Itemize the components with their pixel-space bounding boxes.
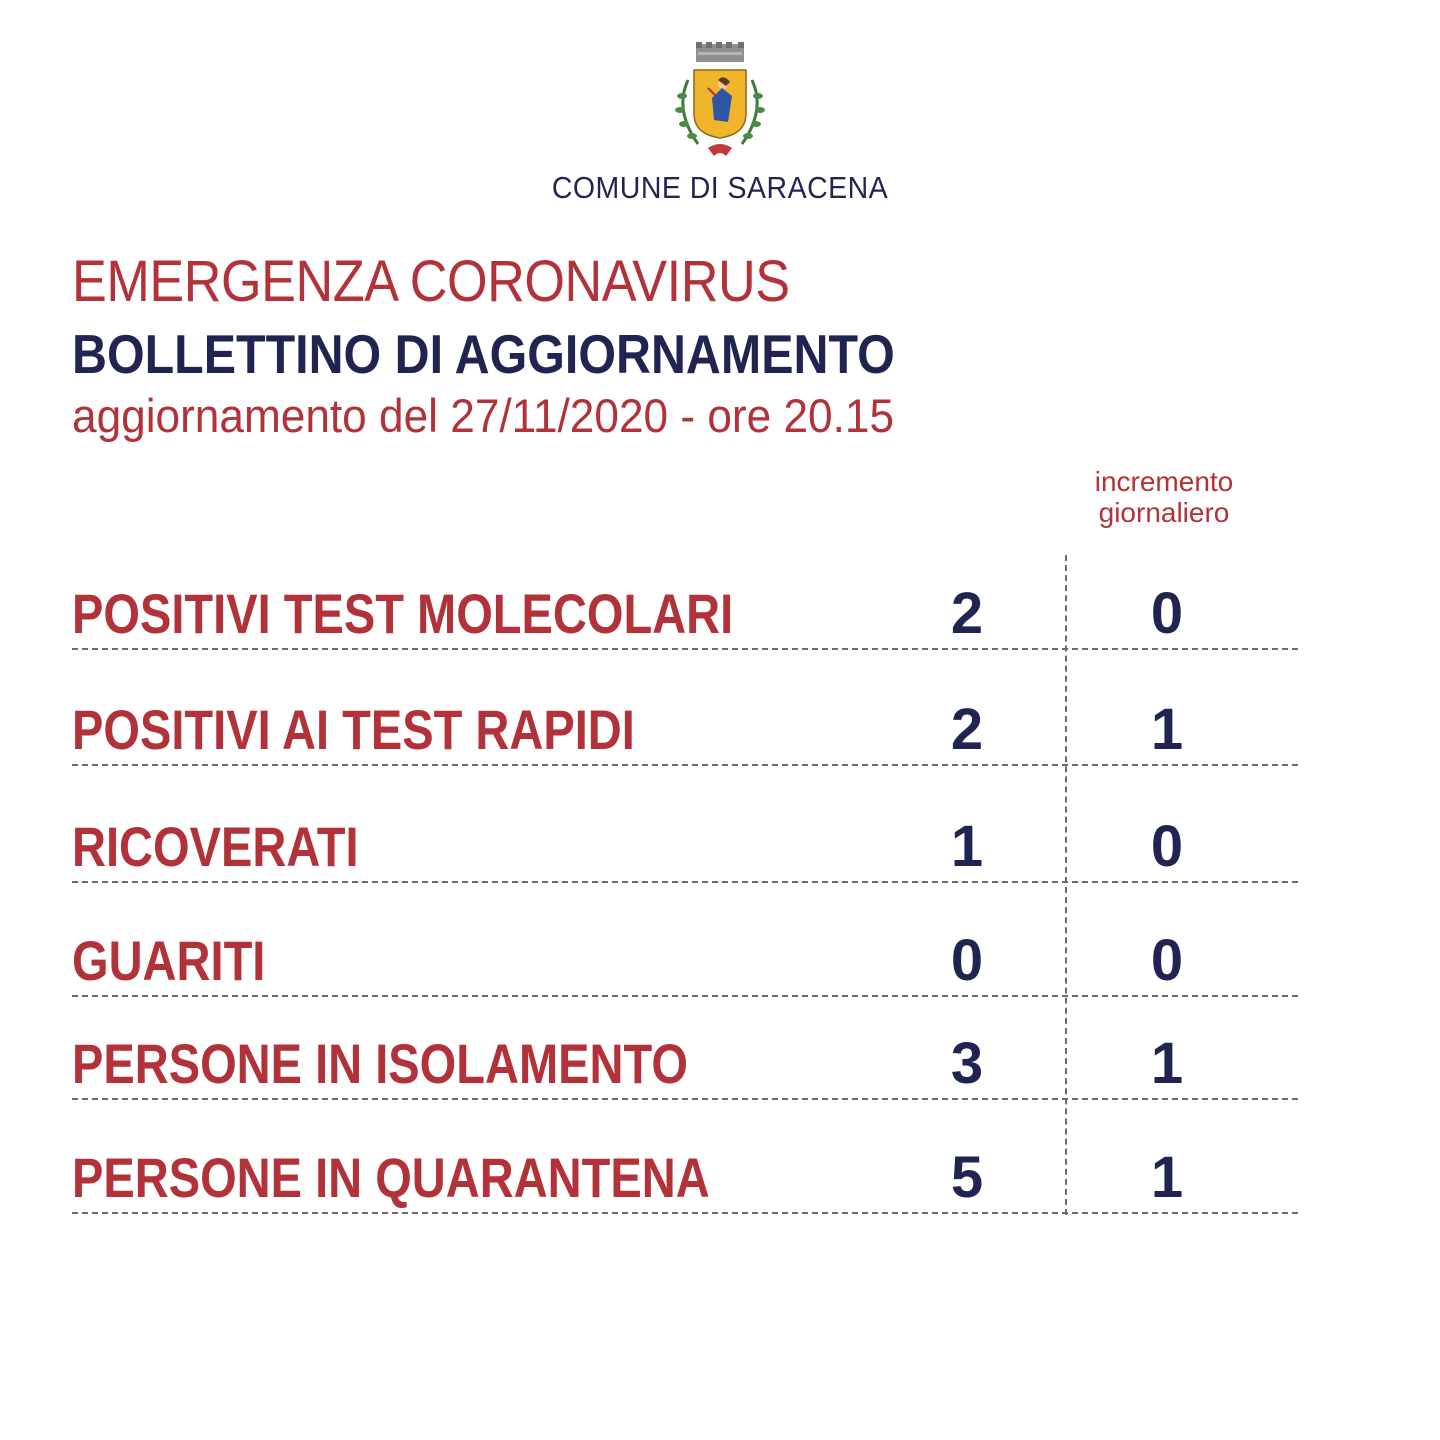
daily-increment-header-line1: incremento [1094, 466, 1234, 497]
row-label: GUARITI [72, 929, 266, 992]
table-row [72, 1018, 1298, 1100]
row-value: 1 [950, 814, 984, 879]
row-increment: 1 [1150, 697, 1184, 762]
row-value: 2 [950, 581, 984, 646]
table-row [72, 915, 1298, 997]
row-label: POSITIVI AI TEST RAPIDI [72, 698, 635, 761]
table-row [72, 568, 1298, 650]
row-increment: 1 [1150, 1145, 1184, 1210]
daily-increment-header-line2: giornaliero [1098, 497, 1230, 528]
row-label: POSITIVI TEST MOLECOLARI [72, 582, 734, 645]
row-label: RICOVERATI [72, 815, 359, 878]
row-value: 0 [950, 928, 984, 993]
update-timestamp: aggiornamento del 27/11/2020 - ore 20.15 [72, 389, 895, 442]
row-value: 2 [950, 697, 984, 762]
column-divider [1065, 555, 1067, 1215]
row-value: 5 [950, 1145, 984, 1210]
row-value: 3 [950, 1031, 984, 1096]
row-increment: 0 [1150, 928, 1184, 993]
row-increment: 1 [1150, 1031, 1184, 1096]
table-row [72, 801, 1298, 883]
page-subtitle: BOLLETTINO DI AGGIORNAMENTO [72, 323, 895, 385]
table-row [72, 1132, 1298, 1214]
row-label: PERSONE IN QUARANTENA [72, 1146, 710, 1209]
municipality-name: COMUNE DI SARACENA [551, 170, 889, 205]
row-increment: 0 [1150, 814, 1184, 879]
table-row [72, 684, 1298, 766]
page-title: EMERGENZA CORONAVIRUS [72, 249, 790, 314]
row-label: PERSONE IN ISOLAMENTO [72, 1032, 688, 1095]
daily-increment-header [1064, 466, 1264, 528]
row-increment: 0 [1150, 581, 1184, 646]
coat-of-arms-icon [668, 40, 772, 166]
